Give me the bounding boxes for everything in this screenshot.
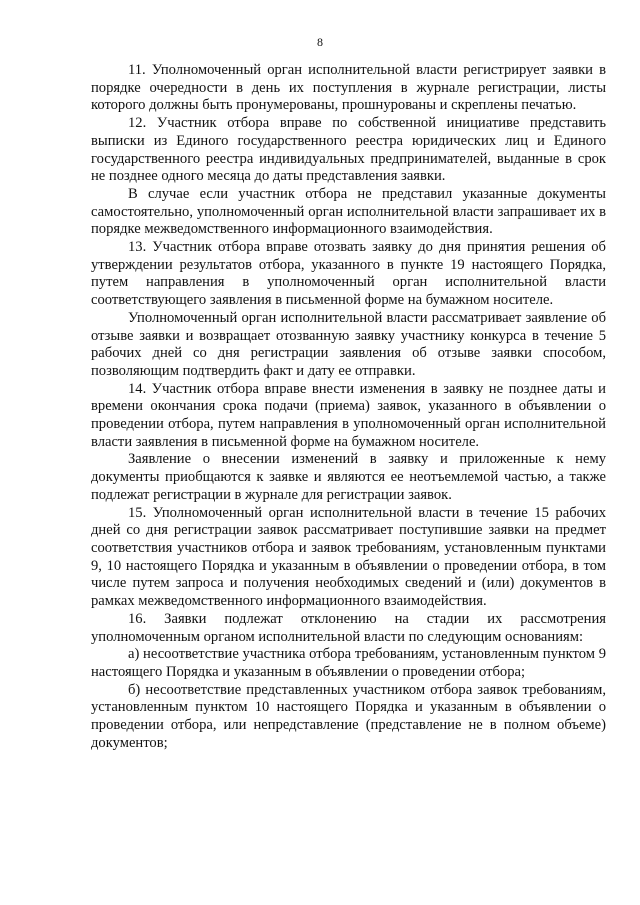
page-number: 8 — [317, 35, 323, 49]
list-item-a: а) несоответствие участника отбора требованиям, установленным пунктом 9 настоящего Порядка и указанным в объявлении о проведении отбора; — [91, 646, 606, 680]
paragraph-12: 12. Участник отбора вправе по собственной инициативе представить выписки из Единого государственного реестра юридических лиц и Единого государственного реестра индивидуальных предпринимателей, выданные в срок не позднее одного месяца до даты представления заявки. — [91, 115, 606, 185]
paragraph-11: 11. Уполномоченный орган исполнительной власти регистрирует заявки в порядке очередности в день их поступления в журнале регистрации, листы которого должны быть пронумерованы, прошнурованы и скреплены печатью. — [91, 62, 606, 114]
paragraph-12-continuation: В случае если участник отбора не представил указанные документы самостоятельно, уполномоченный орган исполнительной власти запрашивает их в порядке межведомственного информационного взаимодействия. — [91, 185, 606, 238]
paragraph-13: 13. Участник отбора вправе отозвать заявку до дня принятия решения об утверждении результатов отбора, указанного в пункте 19 настоящего Порядка, путем направления в уполномоченный орган исполнительной власти соответствующего заявления в письменной форме на бумажном носителе. — [91, 239, 606, 309]
document-body — [91, 62, 606, 752]
paragraph-15: 15. Уполномоченный орган исполнительной власти в течение 15 рабочих дней со дня регистрации заявок рассматривает поступившие заявки на предмет соответствия участников отбора и заявок требованиям, установленным пунктами 9, 10 настоящего Порядка и указанным в объявлении о проведении отбора, в том числе путем запроса и получения необходимых сведений и (или) документов в рамках межведомственного информационного взаимодействия. — [91, 504, 606, 610]
paragraph-14: 14. Участник отбора вправе внести изменения в заявку не позднее даты и времени окончания срока подачи (приема) заявок, указанного в объявлении о проведении отбора, путем направления в уполномоченный орган исполнительной власти заявления в письменной форме на бумажном носителе. — [91, 380, 606, 450]
list-item-b: б) несоответствие представленных участником отбора заявок требованиям, установленным пунктом 10 настоящего Порядка и указанным в объявлении о проведении отбора, или непредставление (представление не в полном объеме) документов; — [91, 681, 606, 751]
paragraph-16: 16. Заявки подлежат отклонению на стадии их рассмотрения уполномоченным органом исполнительной власти по следующим основаниям: — [91, 610, 606, 645]
paragraph-14-continuation: Заявление о внесении изменений в заявку и приложенные к нему документы приобщаются к заявке и являются ее неотъемлемой частью, а также подлежат регистрации в журнале для регистрации заявок. — [91, 451, 606, 503]
paragraph-13-continuation: Уполномоченный орган исполнительной власти рассматривает заявление об отзыве заявки и возвращает отозванную заявку участнику конкурса в течение 5 рабочих дней со дня регистрации заявления об отзыве заявки способом, позволяющим подтвердить факт и дату ее отправки. — [91, 309, 606, 379]
